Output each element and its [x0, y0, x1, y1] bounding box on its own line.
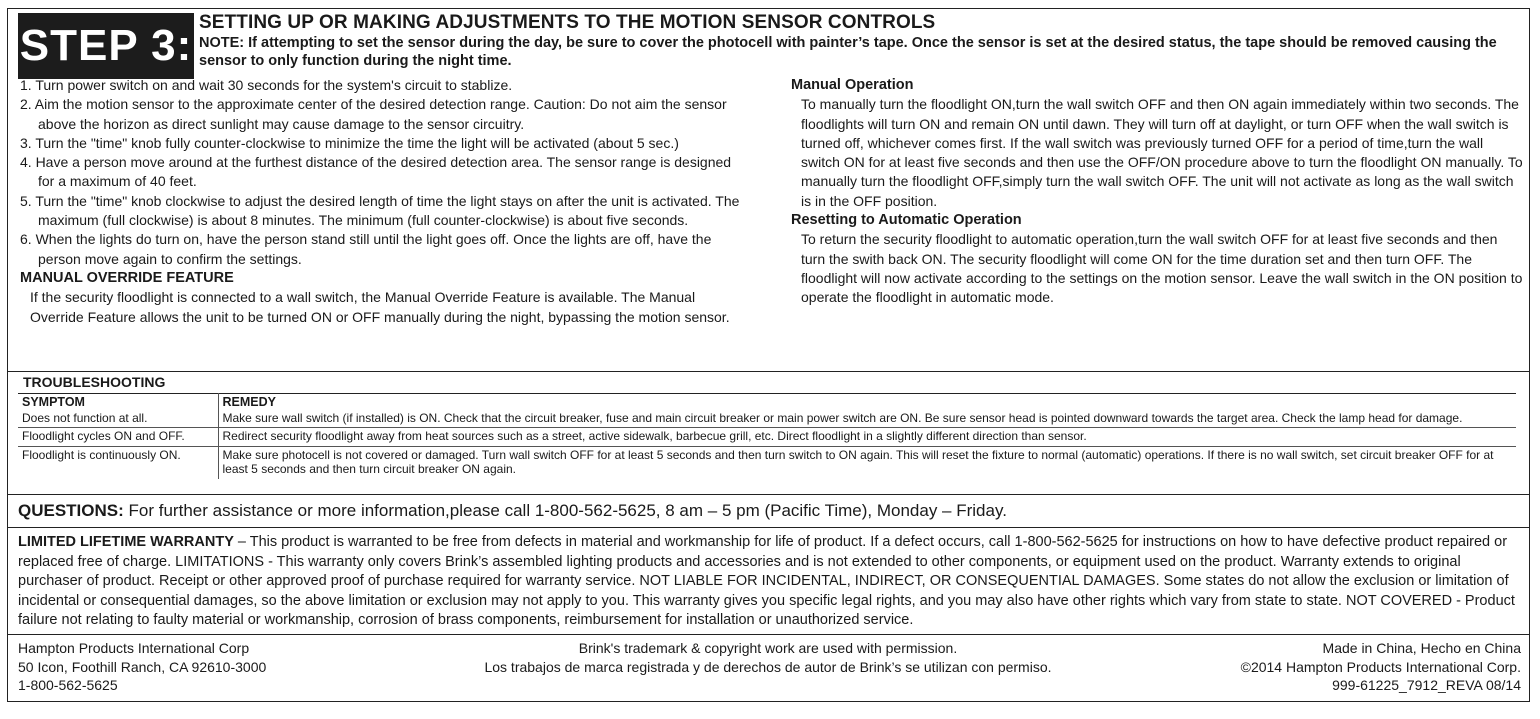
symptom-cell: Floodlight is continuously ON.: [18, 446, 218, 479]
company-name: Hampton Products International Corp: [18, 640, 250, 656]
warranty-label: LIMITED LIFETIME WARRANTY: [18, 534, 234, 550]
table-row: [18, 428, 1516, 447]
divider: [8, 494, 1529, 495]
remedy-header: REMEDY: [218, 394, 1516, 410]
questions-text: For further assistance or more information,please call 1-800-562-5625, 8 am – 5 pm (Pacific Time), Monday – Friday.: [128, 501, 1007, 520]
troubleshooting-title: TROUBLESHOOTING: [23, 374, 166, 390]
step-note: NOTE: If attempting to set the sensor during the day, be sure to cover the photocell with painter’s tape. Once the sensor is set at the desired status, the tape should be removed causing the sensor to only function during the night time.: [199, 35, 1497, 69]
manual-operation-heading: Manual Operation: [791, 77, 914, 93]
symptom-header: SYMPTOM: [18, 394, 218, 410]
step-item: 3. Turn the "time" knob fully counter-clockwise to minimize the time the light will be activated (about 5 sec.): [20, 134, 679, 151]
divider: [8, 634, 1529, 635]
questions-line: [18, 501, 1007, 521]
resetting-text: To return the security floodlight to automatic operation,turn the wall switch OFF for at least five seconds and then turn the swith back ON. The security floodlight will come ON for the time duration set and then turn OFF. The floodlight will now activate according to the settings on the motion sensor. Leave the wall switch in the ON position to operate the floodlight in automatic mode.: [801, 231, 1523, 306]
company-info: [18, 639, 266, 695]
manufacturing-info: [1241, 639, 1521, 695]
questions-label: QUESTIONS:: [18, 501, 124, 520]
setup-steps: [20, 76, 750, 269]
trademark-english: Brink's trademark & copyright work are used with permission.: [578, 640, 958, 656]
step-item: 5. Turn the "time" knob clockwise to adjust the desired length of time the light stays on after the unit is activated. The maximum (full clockwise) is about 8 minutes. The minimum (full counter-clockwise) is about five seconds.: [20, 192, 740, 229]
right-column: [791, 76, 1523, 308]
company-phone: 1-800-562-5625: [18, 677, 118, 693]
symptom-cell: Floodlight cycles ON and OFF.: [18, 428, 218, 447]
troubleshooting-table: [18, 393, 1516, 479]
table-row: [18, 410, 1516, 428]
step-item: 6. When the lights do turn on, have the person stand still until the light goes off. Once the lights are off, have the person move again to confirm the settings.: [20, 231, 712, 267]
trademark-notice: [388, 639, 1148, 676]
manual-override-heading: MANUAL OVERRIDE FEATURE: [20, 269, 234, 286]
step-item: 2. Aim the motion sensor to the approximate center of the desired detection range. Caution: Do not aim the sensor above the horizon as direct sunlight may cause damage to the sensor circuitry.: [20, 96, 727, 132]
symptom-cell: Does not function at all.: [18, 410, 218, 428]
step-item: 1. Turn power switch on and wait 30 seconds for the system's circuit to stablize.: [20, 77, 513, 93]
left-column: [20, 76, 750, 327]
made-in: Made in China, Hecho en China: [1322, 640, 1521, 656]
resetting-heading: Resetting to Automatic Operation: [791, 212, 1022, 229]
trademark-spanish: Los trabajos de marca registrada y de derechos de autor de Brink’s se utilizan con permiso.: [484, 658, 1052, 675]
remedy-cell: Make sure wall switch (if installed) is ON. Check that the circuit breaker, fuse and main circuit breaker or main power switch are ON. Be sure sensor head is pointed downward towards the target area. Check the lamp head for damage.: [222, 410, 1463, 425]
table-row: [18, 446, 1516, 479]
warranty-body: – This product is warranted to be free from defects in material and workmanship for life of product. If a defect occurs, call 1-800-562-5625 for instructions on how to have defective product repaired or replaced free of charge. LIMITATIONS - This warranty only covers Brink’s assembled lighting products and accessories and is not extended to other components, or equipment used on the product. Warranty extends to original purchaser of product. Receipt or other approved proof of purchase required for warranty service. NOT LIABLE FOR INCIDENTAL, INDIRECT, OR CONSEQUENTIAL DAMAGES. Some states do not allow the exclusion or limitation of incidental or consequential damages, so the above limitation or exclusion may not apply to you. This warranty gives you specific legal rights, and you may also have other rights which vary from state to state. NOT COVERED - Product failure not relating to faulty material or workmanship, corrosion of brass components, reimbursement for installation or unauthorized service.: [18, 534, 1515, 628]
copyright: ©2014 Hampton Products International Corp.: [1240, 658, 1521, 675]
table-header-row: [18, 394, 1516, 410]
warranty-text: [18, 533, 1523, 631]
step-badge: STEP 3:: [18, 13, 194, 79]
part-number: 999-61225_7912_REVA 08/14: [1332, 677, 1521, 693]
divider: [8, 527, 1529, 528]
manual-operation-text: To manually turn the floodlight ON,turn the wall switch OFF and then ON again immediately within two seconds. The floodlights will turn ON and remain ON until dawn. They will turn off at daylight, or turn OFF when the wall switch is turned off, whichever comes first. If the wall switch was previously turned OFF for a period of time,turn the wall switch ON for at least five seconds and then use the OFF/ON procedure above to turn the floodlight ON manually. To manually turn the floodlight OFF,simply turn the wall switch OFF. The unit will not activate as long as the wall switch is in the OFF position.: [801, 96, 1523, 209]
step-item: 4. Have a person move around at the furthest distance of the desired detection area. The sensor range is designed for a maximum of 40 feet.: [20, 154, 732, 190]
company-address: 50 Icon, Foothill Ranch, CA 92610-3000: [18, 658, 267, 675]
step-title: SETTING UP OR MAKING ADJUSTMENTS TO THE MOTION SENSOR CONTROLS: [199, 12, 936, 33]
remedy-cell: Redirect security floodlight away from heat sources such as a street, active sidewalk, barbecue grill, etc. Direct floodlight in a slightly different direction than sensor.: [218, 428, 1516, 447]
remedy-cell: Make sure photocell is not covered or damaged. Turn wall switch OFF for at least 5 seconds and then turn switch to ON again. This will reset the fixture to normal (automatic) operations. If there is no wall switch, set circuit breaker OFF for at least 5 seconds and then turn circuit breaker ON again.: [218, 446, 1516, 479]
manual-override-text: If the security floodlight is connected to a wall switch, the Manual Override Feature is available. The Manual Override Feature allows the unit to be turned ON or OFF manually during the night, bypassing the motion sensor.: [30, 289, 730, 325]
instruction-panel: [7, 8, 1530, 702]
divider: [8, 371, 1529, 372]
